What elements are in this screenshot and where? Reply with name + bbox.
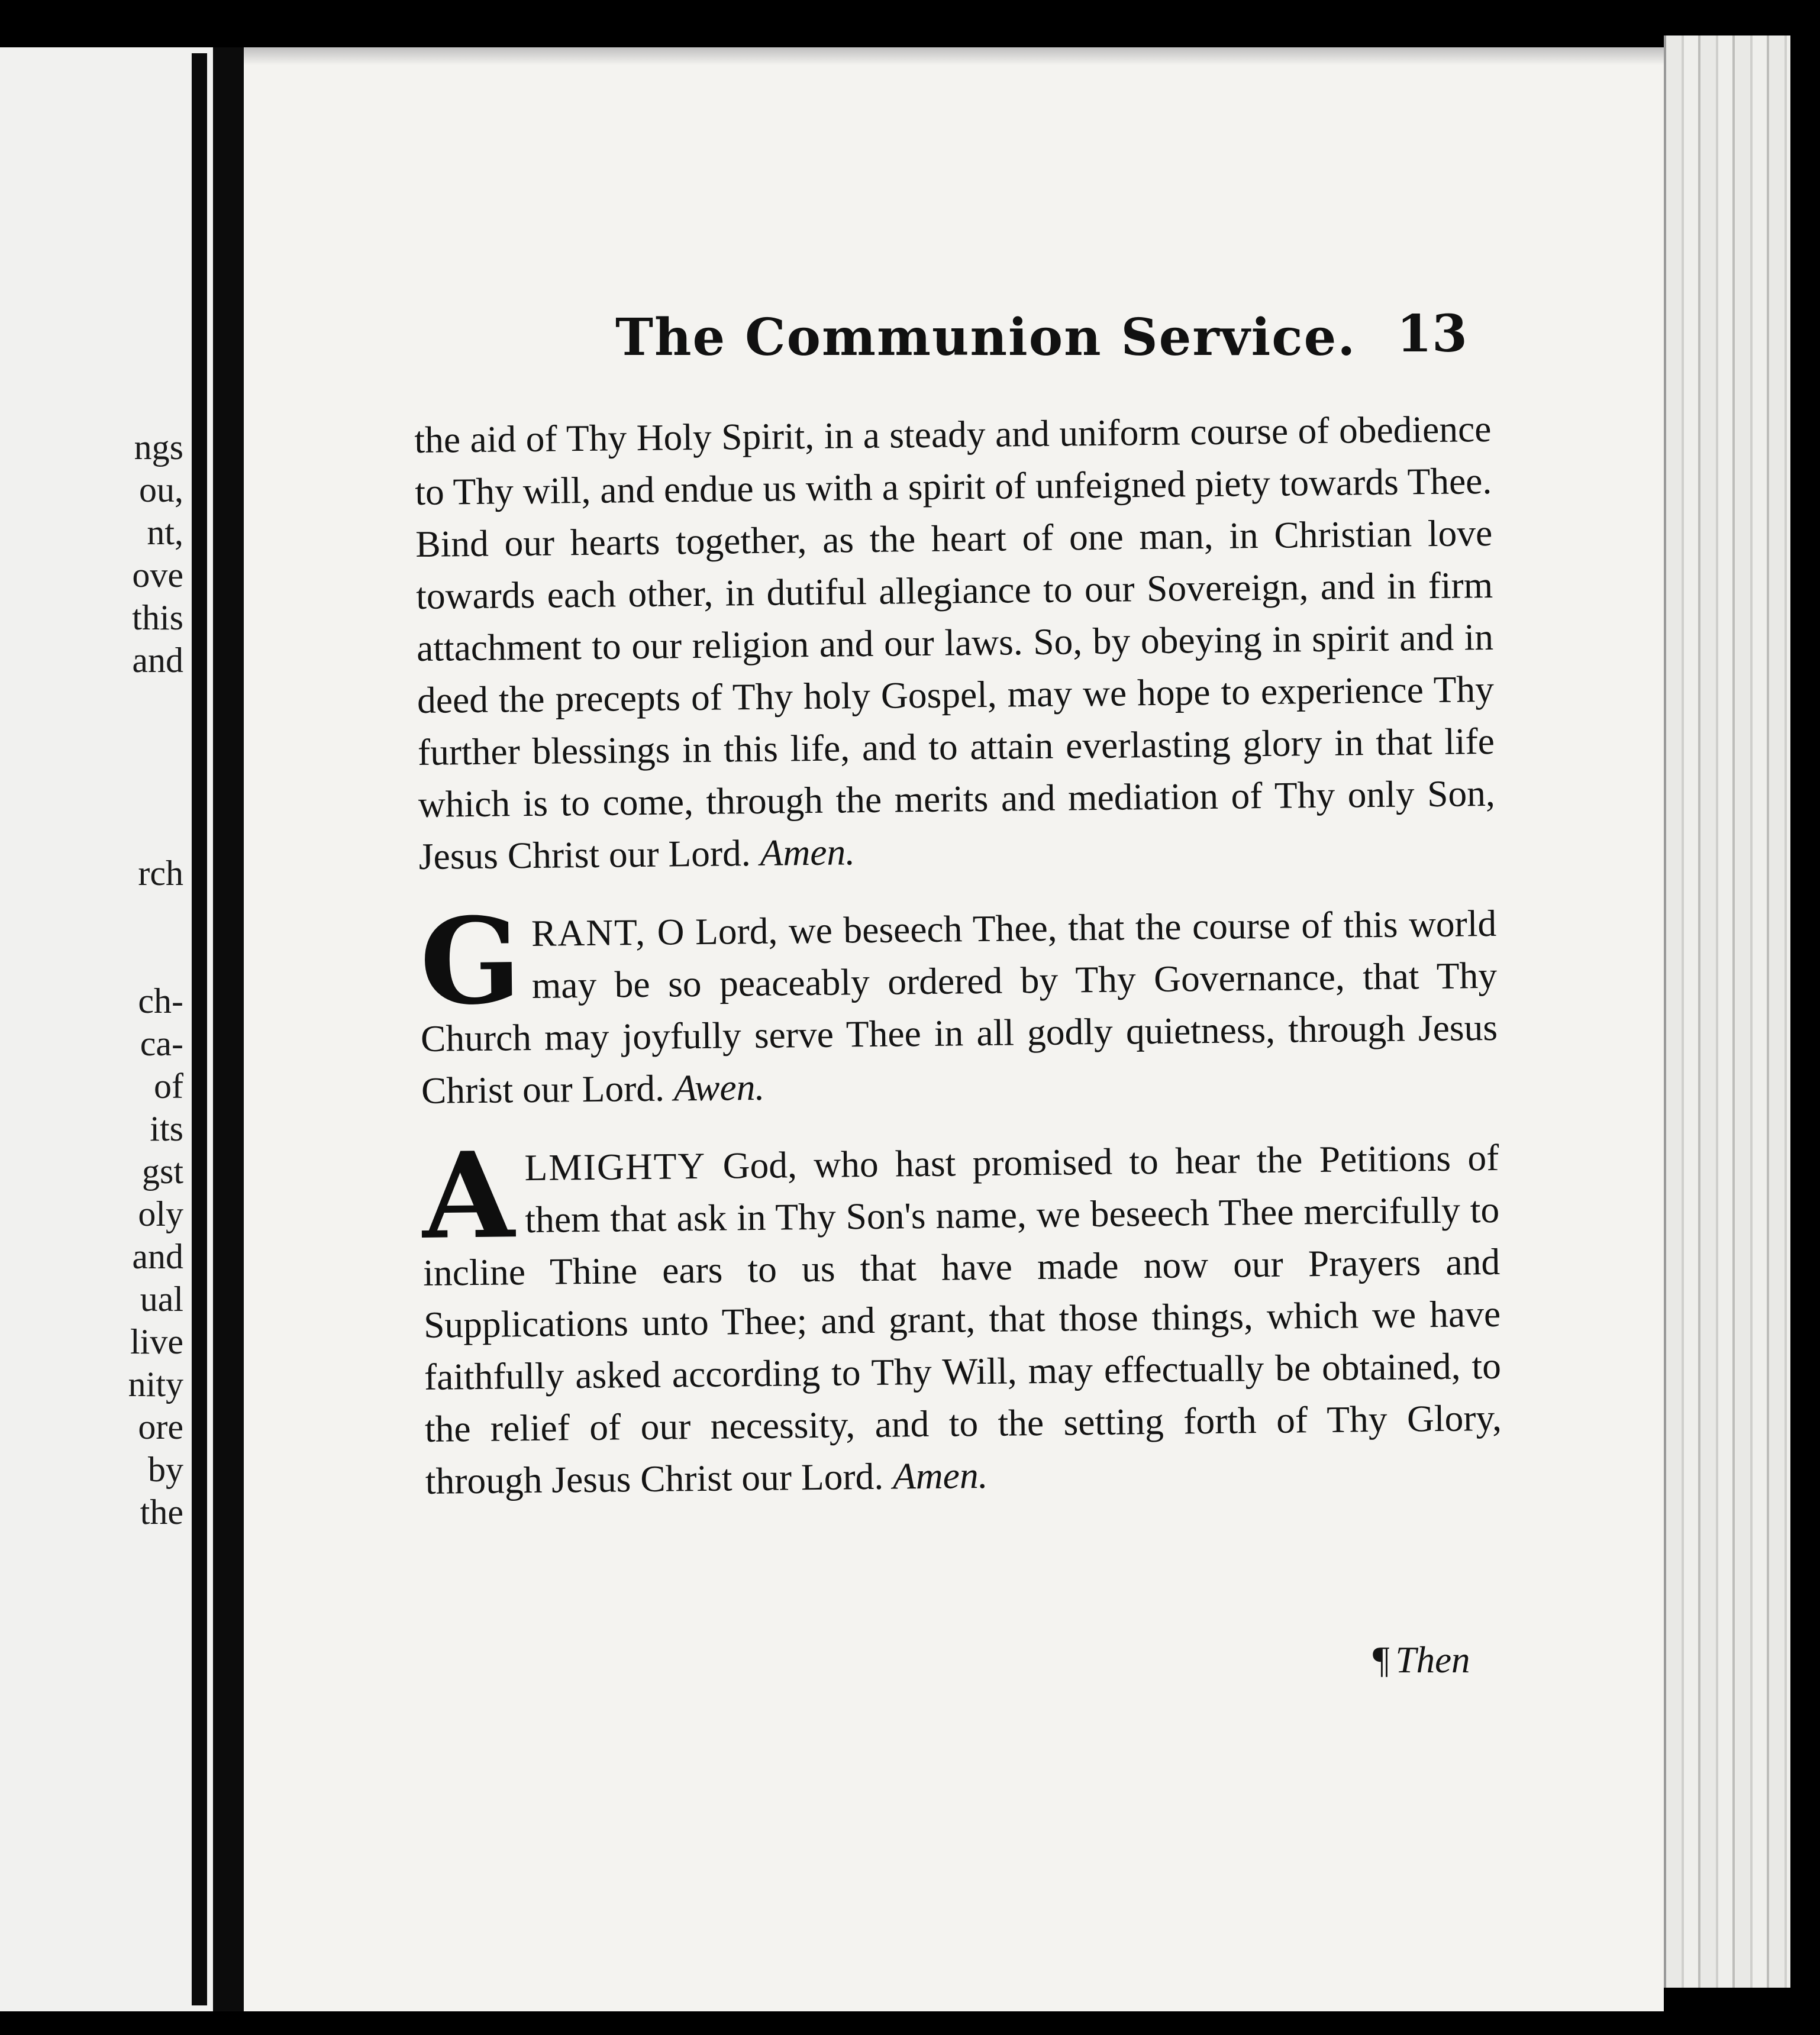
fragment-line: ou,	[139, 470, 183, 509]
fragment-line: ch-	[138, 981, 183, 1020]
fragment-line: ca-	[140, 1024, 183, 1063]
facing-page	[0, 47, 217, 2011]
running-head	[615, 304, 1467, 379]
fragment-line	[0, 937, 183, 980]
page-number: 13	[1396, 304, 1467, 364]
fragment-line: the	[140, 1493, 183, 1532]
fragment-line: nity	[128, 1365, 183, 1404]
prayer-lead-word: RANT,	[531, 910, 647, 954]
fragment-line: oly	[138, 1194, 183, 1233]
fragment-line: nt,	[147, 513, 183, 552]
amen-text: Amen.	[760, 831, 856, 874]
continuation-paragraph	[414, 403, 1496, 883]
fragment-line	[0, 894, 183, 937]
prayer-text: God, who hast promised to hear the Petitions of them that ask in Thy Son's name, we beseech Thee mercifully to incline Thine ears to us that have made now our Prayers and Supplications unto Thee; and grant, that those things, which we have faithfully asked according to Thy Will, may effectually be obtained, to the relief of our necessity, and to the setting forth of Thy Glory, through Jesus Christ our Lord.	[422, 1136, 1502, 1502]
prayer-text: O Lord, we beseech Thee, that the course of this world may be so peaceably ordered by Thy Governance, that Thy Church may joyfully serve Thee in all godly quietness, through Jesus Christ our Lord.	[420, 902, 1498, 1112]
prayer-lead-word: LMIGHTY	[524, 1144, 706, 1189]
amen-text: Amen.	[892, 1453, 988, 1497]
fragment-line: ove	[132, 555, 183, 595]
facing-page-text-fragments	[0, 426, 183, 1533]
amen-text: Awen.	[673, 1065, 765, 1109]
fragment-line: of	[154, 1067, 183, 1106]
fragment-line: live	[130, 1322, 183, 1361]
fragment-line: this	[132, 598, 183, 637]
fragment-line: by	[148, 1450, 183, 1489]
catchword-text: Then	[1395, 1639, 1470, 1681]
fragment-line: and	[132, 1237, 183, 1276]
fragment-line: ngs	[134, 428, 183, 467]
fragment-line: rch	[138, 854, 183, 893]
body-text	[414, 403, 1502, 1507]
fragment-line	[0, 809, 183, 852]
prayer-almighty	[421, 1126, 1502, 1507]
fragment-line	[0, 724, 183, 767]
fragment-line	[0, 767, 183, 809]
page-border-rule	[192, 53, 207, 2005]
fragment-line: its	[150, 1109, 183, 1148]
pilcrow-mark: ¶	[1373, 1639, 1390, 1681]
fragment-line: ore	[138, 1407, 183, 1446]
page-top-shadow	[244, 47, 1664, 65]
catchword	[1373, 1639, 1470, 1682]
fragment-line: ual	[140, 1280, 183, 1319]
drop-cap-g: G	[419, 891, 522, 1032]
fragment-line: and	[132, 641, 183, 680]
binding-gutter	[213, 47, 244, 2011]
page-fore-edges	[1664, 35, 1790, 1988]
prayer-grant	[419, 891, 1499, 1117]
continuation-text: the aid of Thy Holy Spirit, in a steady and uniform course of obedience to Thy will, and endue us with a spirit of unfeigned piety towards Thee. Bind our hearts together, as the heart of one man, in Christian love towards each other, in dutiful allegiance to our Sovereign, and in firm attachment to our religion and our laws. So, by obeying in spirit and in deed the precepts of Thy holy Gospel, may we hope to experience Thy further blessings in this life, and to attain everlasting glory in that life which is to come, through the merits and mediation of Thy only Son, Jesus Christ our Lord.	[414, 407, 1496, 877]
running-title: The Communion Service.	[615, 308, 1357, 367]
fragment-line: gst	[141, 1152, 183, 1191]
drop-cap-a: A	[421, 1126, 515, 1266]
fragment-line	[0, 681, 183, 724]
